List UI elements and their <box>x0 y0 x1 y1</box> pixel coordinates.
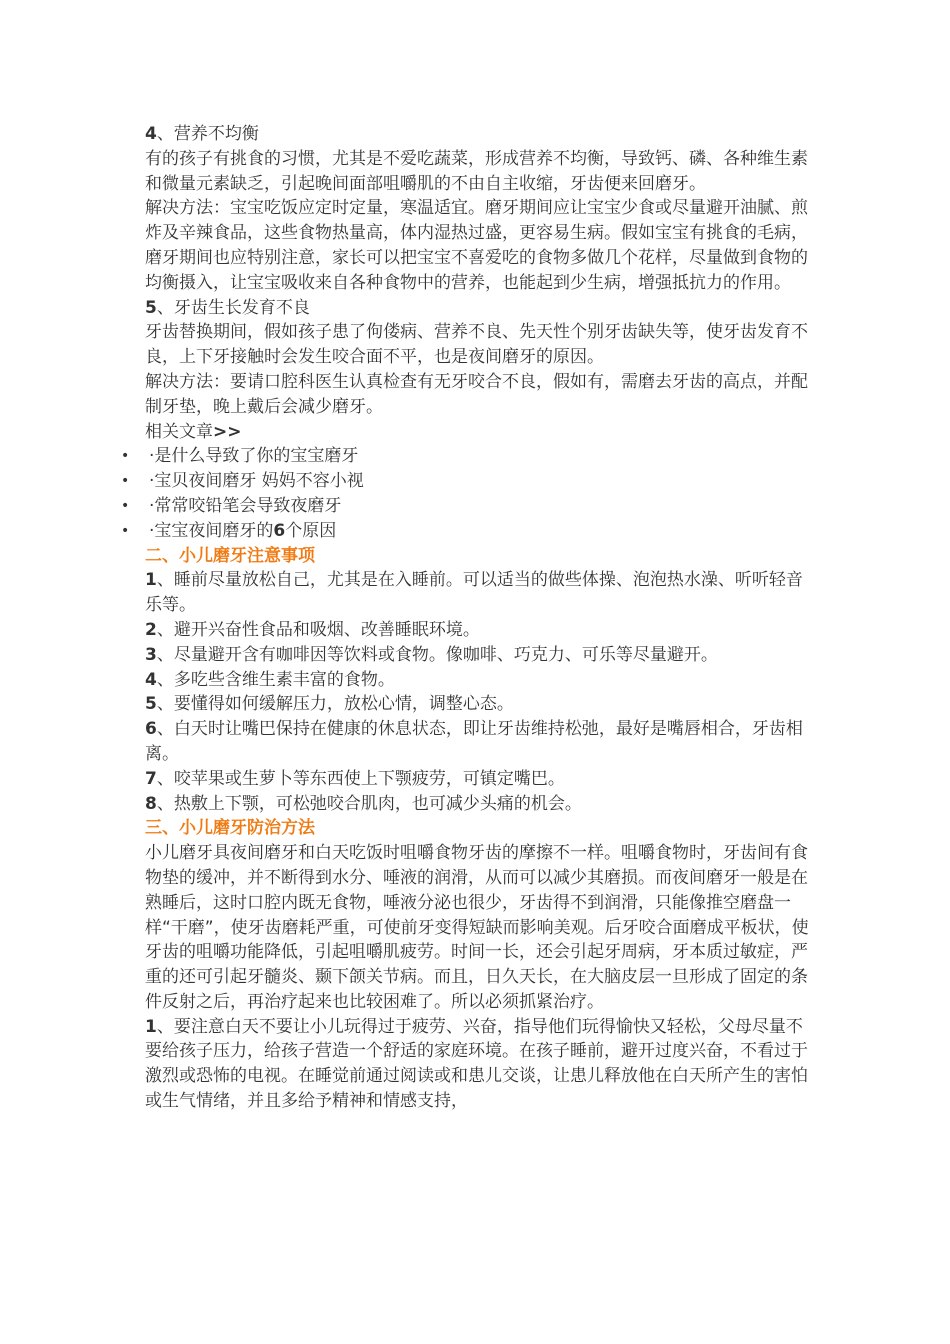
section-4-solution: 解决方法：宝宝吃饭应定时定量，寒温适宜。磨牙期间应让宝宝少食或尽量避开油腻、煎炸及辛辣食品，这些食物热量高，体内湿热过盛，更容易生病。假如宝宝有挑食的毛病，磨牙期间也应特别注意，家长可以把宝宝不喜爱吃的食物多做几个花样，尽量做到食物的均衡摄入，让宝宝吸收来自各种食物中的营养，也能起到少生病，增强抵抗力的作用。 <box>145 198 808 293</box>
related-article-item[interactable] <box>121 444 813 469</box>
related-article-link[interactable]: ·宝宝夜间磨牙的6个原因 <box>149 520 337 541</box>
tip-item: 3、尽量避开含有咖啡因等饮料或食物。像咖啡、巧克力、可乐等尽量避开。 <box>145 644 718 665</box>
section-5-description: 牙齿替换期间，假如孩子患了佝偻病、营养不良、先天性个别牙齿缺失等，使牙齿发育不良，上下牙接触时会发生咬合面不平，也是夜间磨牙的原因。 <box>145 322 808 368</box>
tip-item: 8、热敷上下颚，可松弛咬合肌肉，也可减少头痛的机会。 <box>145 793 582 814</box>
part-2-heading: 二、小儿磨牙注意事项 <box>145 545 315 566</box>
section-4-title: 4、营养不均衡 <box>145 124 259 144</box>
related-article-item[interactable] <box>121 494 813 519</box>
section-4-description: 有的孩子有挑食的习惯，尤其是不爱吃蔬菜，形成营养不均衡，导致钙、磷、各种维生素和微量元素缺乏，引起晚间面部咀嚼肌的不由自主收缩，牙齿便来回磨牙。 <box>145 148 808 194</box>
tip-item: 4、多吃些含维生素丰富的食物。 <box>145 669 395 690</box>
tip-item: 2、避开兴奋性食品和吸烟、改善睡眠环境。 <box>145 619 480 640</box>
related-articles-list <box>121 444 813 543</box>
tip-item: 7、咬苹果或生萝卜等东西使上下颚疲劳，可镇定嘴巴。 <box>145 768 565 789</box>
bullet-icon: • <box>121 448 130 465</box>
section-5-title: 5、牙齿生长发育不良 <box>145 297 310 318</box>
related-article-link[interactable]: ·是什么导致了你的宝宝磨牙 <box>149 446 359 467</box>
related-article-item[interactable] <box>121 519 813 544</box>
bullet-icon: • <box>121 522 130 539</box>
bullet-icon: • <box>121 497 130 514</box>
bullet-icon: • <box>121 473 130 490</box>
tip-item: 6、白天时让嘴巴保持在健康的休息状态，即让牙齿维持松弛，最好是嘴唇相合，牙齿相离。 <box>145 719 803 764</box>
treatment-item: 1、要注意白天不要让小儿玩得过于疲劳、兴奋，指导他们玩得愉快又轻松，父母尽量不要给孩子压力，给孩子营造一个舒适的家庭环境。在孩子睡前，避开过度兴奋，不看过于激烈或恐怖的电视。在睡觉前通过阅读或和患儿交谈，让患儿释放他在白天所产生的害怕或生气情绪，并且多给予精神和情感支持， <box>145 1016 808 1112</box>
part-3-intro: 小儿磨牙具夜间磨牙和白天吃饭时咀嚼食物牙齿的摩擦不一样。咀嚼食物时，牙齿间有食物垫的缓冲，并不断得到水分、唾液的润滑，从而可以减少其磨损。而夜间磨牙一般是在熟睡后，这时口腔内既无食物，唾液分泌也很少，牙齿得不到润滑，只能像推空磨盘一样“干磨”，使牙齿磨耗严重，可使前牙变得短缺而影响美观。后牙咬合面磨成平板状，使牙齿的咀嚼功能降低，引起咀嚼肌疲劳。时间一长，还会引起牙周病，牙本质过敏症，严重的还可引起牙髓炎、颞下颌关节病。而且，日久天长，在大脑皮层一旦形成了固定的条件反射之后，再治疗起来也比较困难了。所以必须抓紧治疗。 <box>145 843 809 1012</box>
tip-item: 5、要懂得如何缓解压力，放松心情，调整心态。 <box>145 694 514 715</box>
part-3-heading: 三、小儿磨牙防治方法 <box>145 818 315 839</box>
related-article-link[interactable]: ·宝贝夜间磨牙 妈妈不容小视 <box>149 471 364 492</box>
document-body <box>121 122 813 1114</box>
tip-item: 1、睡前尽量放松自己，尤其是在入睡前。可以适当的做些体操、泡泡热水澡、听听轻音乐等。 <box>145 570 803 616</box>
related-articles-label: 相关文章>> <box>145 421 242 442</box>
related-article-link[interactable]: ·常常咬铅笔会导致夜磨牙 <box>149 495 342 516</box>
related-article-item[interactable] <box>121 469 813 494</box>
section-5-solution: 解决方法：要请口腔科医生认真检查有无牙咬合不良，假如有，需磨去牙齿的高点，并配制牙垫，晚上戴后会减少磨牙。 <box>145 371 808 417</box>
